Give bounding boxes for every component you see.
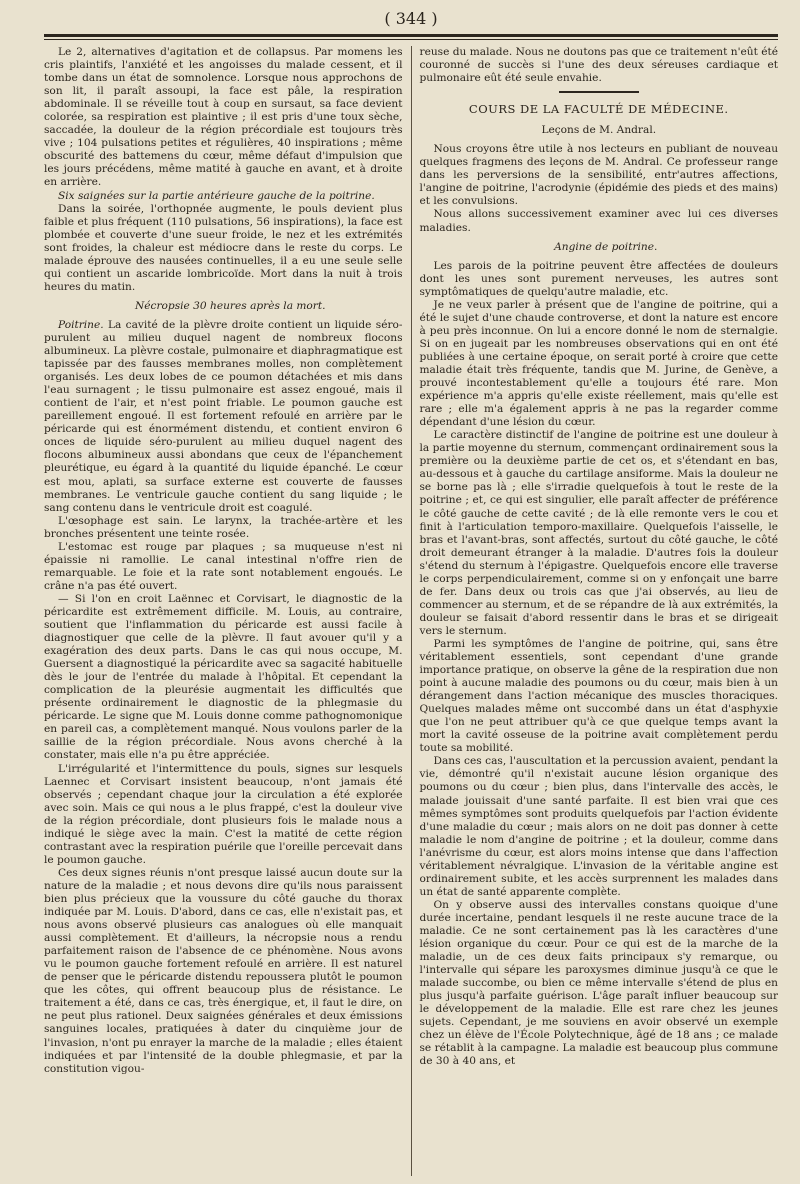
poitrine-lead: Poitrine. <box>58 318 104 331</box>
header-rule <box>44 34 778 40</box>
paragraph: L'irrégularité et l'intermittence du pouls, signes sur lesquels Laennec et Corvisart insistent beaucoup, n'ont jamais été observés ; cependant chaque jour la circulation a été explorée avec soin. Mais ce qui nous a le plus frappé, c'est la douleur vive de la région précordiale, dont plusieurs fois le malade nous a indiqué le siège avec la main. C'est la matité de cette région contrastant avec la respiration puérile que l'oreille percevait dans le poumon gauche. <box>44 762 403 866</box>
paragraph: Le caractère distinctif de l'angine de poitrine est une douleur à la partie moyenne du sternum, commençant ordinairement sous la première ou la deuxième partie de cet os, et s'étendant en bas, au-dessous et à gauche du cartilage ansiforme. Mais la douleur ne se borne pas là ; elle s'irradie quelquefois à tout le reste de la poitrine ; et, ce qui est singulier, elle paraît affecter de préférence le côté gauche de cette cavité ; de là elle remonte vers le cou et finit à l'articulation temporo-maxillaire. Quelquefois l'aisselle, le bras et l'avant-bras, sont affectés, surtout du côté gauche, le côté droit demeurant étranger à la maladie. D'autres fois la douleur s'étend du sternum à l'épigastre. Quelquefois encore elle traverse le corps perpendiculairement, comme si on y enfonçait une barre de fer. Dans deux ou trois cas que j'ai observés, au lieu de commencer au sternum, et de se répandre de là aux extrémités, la douleur se faisait d'abord ressentir dans le bras et se dirigeait vers le sternum. <box>419 429 779 637</box>
section-rule <box>559 91 639 93</box>
paragraph: Ces deux signes réunis n'ont presque laissé aucun doute sur la nature de la maladie ; et nous devons dire qu'ils nous paraissent bien plus précieux que la voussure du côté gauche du thorax indiquée par M. Louis. D'abord, dans ce cas, elle n'existait pas, et nous avons observé plusieurs cas analogues où elle manquait aussi complètement. Et d'ailleurs, la nécropsie nous a rendu parfaitement raison de l'absence de ce phénomène. Nous avons vu le poumon gauche fortement refoulé en arrière. Il est naturel de penser que le péricarde distendu repoussera plutôt le poumon que les côtes, qui offrent beaucoup plus de résistance. Le traitement a été, dans ce cas, très énergique, et, il faut le dire, on ne peut plus rationel. Deux saignées générales et deux émissions sanguines locales, pratiquées à dater du cinquième jour de l'invasion, n'ont pu enrayer la marche de la maladie ; elles étaient indiquées et par l'intensité de la double phlegmasie, et par la constitution vigou- <box>44 866 403 1075</box>
section-title: COURS DE LA FACULTÉ DE MÉDECINE. <box>468 102 729 117</box>
paragraph: Dans la soirée, l'orthopnée augmente, le pouls devient plus faible et plus fréquent (110 pulsations, 56 inspirations), la face est plombée et couverte d'une sueur froide, le nez et les extrémités sont froides, la chaleur est médiocre dans le reste du corps. Le malade éprouve des nausées continuelles, il a eu une seule selle qui contient un ascaride lombricoïde. Mort dans la nuit à trois heures du matin. <box>44 202 403 293</box>
paragraph: Je ne veux parler à présent que de l'angine de poitrine, qui a été le sujet d'une chaude controverse, et dont la nature est encore à peu près inconnue. On lui a encore donné le nom de sternalgie. Si on en jugeait par les nombreuses observations qui en ont été publiées à une certaine époque, on serait porté à croire que cette maladie était très fréquente, tandis que M. Jurine, de Genève, a prouvé incontestablement qu'elle a toujours été rare. Mon expérience m'a appris qu'elle existe réellement, mais qu'elle est rare ; elle m'a également appris à ne pas la regarder comme dépendant d'une lésion du cœur. <box>419 298 779 429</box>
paragraph: Nous croyons être utile à nos lecteurs en publiant de nouveau quelques fragmens des leçons de M. Andral. Ce professeur range dans les perversions de la sensibilité, entr'autres affections, l'angine de poitrine, l'acrodynie (épidémie des pieds et des mains) et les convulsions. <box>419 143 779 208</box>
section-subtitle: Leçons de M. Andral. <box>541 124 657 137</box>
paragraph: Parmi les symptômes de l'angine de poitrine, qui, sans être véritablement essentiels, sont cependant d'une grande importance pratique, on observe la gêne de la respiration due non point à aucune maladie des poumons ou du cœur, mais bien à un dérangement dans l'action mécanique des muscles thoraciques. Quelques malades même ont succombé dans un état d'asphyxie que l'on ne peut attribuer qu'à ce que quelque temps avant la mort la cavité osseuse de la poitrine avait complètement perdu toute sa mobilité. <box>419 637 779 755</box>
columns <box>44 46 778 1176</box>
left-column <box>44 46 409 1176</box>
paragraph: Les parois de la poitrine peuvent être affectées de douleurs dont les unes sont purement nerveuses, les autres sont symptômatiques de quelqu'autre maladie, etc. <box>419 259 779 298</box>
right-column <box>414 46 779 1176</box>
paragraph-poitrine <box>44 319 403 515</box>
necropsie-heading: Nécropsie 30 heures après la mort. <box>135 299 326 312</box>
paragraph: Nous allons successivement examiner avec lui ces diverses maladies. <box>419 208 779 234</box>
poitrine-text: La cavité de la plèvre droite contient un liquide séro-purulent au milieu duquel nagent de nombreux flocons albumineux. La plèvre costale, pulmonaire et diaphragmatique est tapissée par des fausses membranes molles, non complètement organisés. Les deux lobes de ce poumon détachées et mis dans l'eau surnagent ; le tissu pulmonaire est assez engoué, mais il contient de l'air, et n'est point friable. Le poumon gauche est pareillement engoué. Il est fortement refoulé en arrière par le péricarde qui est énormément distendu, et contient environ 6 onces de liquide séro-purulent au milieu duquel nagent des flocons albumineux aussi abondans que ceux de l'épanchement pleurétique, eu égard à la quantité du liquide épanché. Le cœur est mou, aplati, sa surface externe est couverte de fausses membranes. Le ventricule gauche contient du sang liquide ; le sang contenu dans le ventricule droit est coagulé. <box>44 318 403 514</box>
paragraph: L'estomac est rouge par plaques ; sa muqueuse n'est ni épaissie ni ramollie. Le canal intestinal n'offre rien de remarquable. Le foie et la rate sont notablement engoués. Le crâne n'a pas été ouvert. <box>44 540 403 592</box>
angine-heading: Angine de poitrine. <box>554 240 658 253</box>
italic-note: Six saignées sur la partie antérieure gauche de la poitrine. <box>58 189 375 202</box>
paragraph: reuse du malade. Nous ne doutons pas que ce traitement n'eût été couronné de succès si l'une des deux séreuses cardiaque et pulmonaire eût été seule envahie. <box>419 46 779 85</box>
paragraph: — Si l'on en croit Laënnec et Corvisart, le diagnostic de la péricardite est extrêmement difficile. M. Louis, au contraire, soutient que l'inflammation du péricarde est aussi facile à diagnostiquer que celle de la plèvre. Il faut avouer qu'il y a exagération des deux parts. Dans le cas qui nous occupe, M. Guersent a diagnostiqué la péricardite avec sa sagacité habituelle dès le jour de l'entrée du malade à l'hôpital. Et cependant la complication de la pleurésie augmentait les difficultés que présente ordinairement le diagnostic de la phlegmasie du péricarde. Le signe que M. Louis donne comme pathognomonique en pareil cas, a complètement manqué. Nous voulons parler de la saillie de la région précordiale. Nous avons cherché à la constater, mais elle n'a pu être appréciée. <box>44 592 403 762</box>
paragraph: Le 2, alternatives d'agitation et de collapsus. Par momens les cris plaintifs, l'anxiété et les angoisses du malade cessent, et il tombe dans un état de somnolence. Lorsque nous approchons de son lit, il paraît assoupi, la face est pâle, la respiration abdominale. Il se réveille tout à coup en sursaut, sa face devient colorée, sa respiration est plaintive ; il est pris d'une toux sèche, saccadée, la douleur de la région précordiale est toujours très vive ; 104 pulsations petites et régulières, 40 inspirations ; même obscurité des battemens du cœur, même défaut d'impulsion que les jours précédens, même matité à gauche en avant, et à droite en arrière. <box>44 46 403 189</box>
paragraph: On y observe aussi des intervalles constans quoique d'une durée incertaine, pendant lesquels il ne reste aucune trace de la maladie. Ce ne sont certainement pas là les caractères d'une lésion organique du cœur. Pour ce qui est de la marche de la maladie, un de ces deux faits principaux s'y remarque, ou l'intervalle qui sépare les paroxysmes diminue jusqu'à ce que le malade succombe, ou bien ce même intervalle s'étend de plus en plus jusqu'à parfaite guérison. L'âge paraît influer beaucoup sur le développement de la maladie. Elle est rare chez les jeunes sujets. Cependant, je me souviens en avoir observé un exemple chez un élève de l'École Polytechnique, âgé de 18 ans ; ce malade se rétablit à la campagne. La maladie est beaucoup plus commune de 30 à 40 ans, et <box>419 898 779 1068</box>
page-number: ( 344 ) <box>384 9 438 28</box>
paragraph: Dans ces cas, l'auscultation et la percussion avaient, pendant la vie, démontré qu'il n'existait aucune lésion organique des poumons ou du cœur ; bien plus, dans l'intervalle des accès, le malade jouissait d'une santé parfaite. Il est bien vrai que ces mêmes symptômes sont produits quelquefois par l'action évidente d'une maladie du cœur ; mais alors on ne doit pas donner à cette maladie le nom d'angine de poitrine ; et la douleur, comme dans l'anévrisme du cœur, est alors moins intense que dans l'affection véritablement névralgique. L'invasion de la véritable angine est ordinairement subite, et les accès surprennent les malades dans un état de santé apparente complète. <box>419 755 779 898</box>
paragraph: L'œsophage est sain. Le larynx, la trachée-artère et les bronches présentent une teinte rosée. <box>44 514 403 540</box>
column-divider <box>411 46 412 1176</box>
